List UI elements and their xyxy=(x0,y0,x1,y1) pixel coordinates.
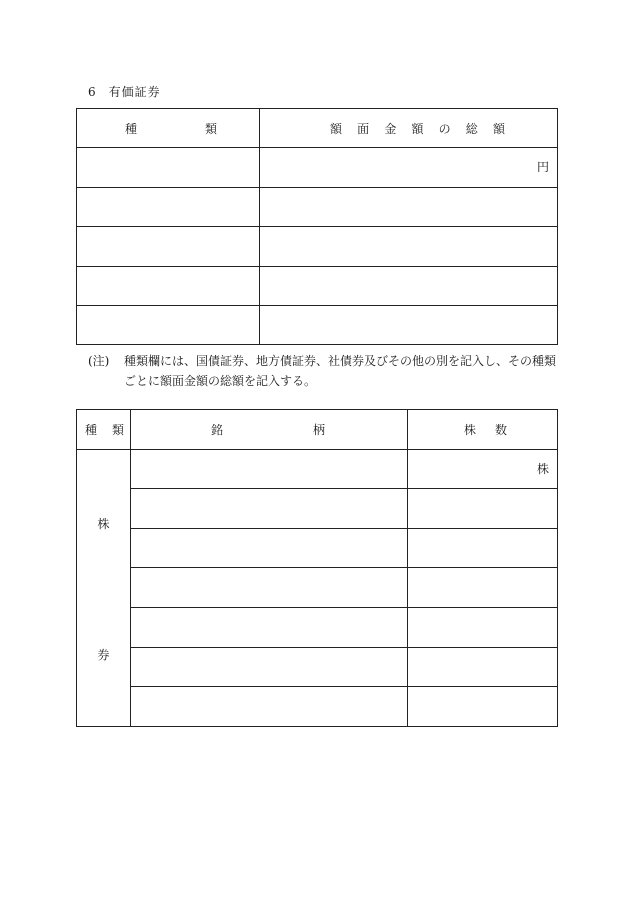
type-cell[interactable] xyxy=(77,187,260,226)
table-note xyxy=(88,351,558,391)
stock-type-label-bottom: 券 xyxy=(97,647,110,662)
amount-cell[interactable] xyxy=(260,227,558,266)
amount-cell[interactable] xyxy=(260,266,558,305)
shares-cell[interactable] xyxy=(408,568,558,608)
header-brand xyxy=(131,410,408,450)
header-char: 総 xyxy=(465,121,478,136)
type-cell[interactable] xyxy=(77,227,260,266)
header-char: 類 xyxy=(111,422,124,437)
header-char: 額 xyxy=(330,121,343,136)
brand-cell[interactable] xyxy=(131,528,408,568)
shares-cell[interactable] xyxy=(408,687,558,727)
section-number: 6 xyxy=(88,85,97,99)
table-row xyxy=(77,607,558,647)
shares-unit: 株 xyxy=(536,461,549,476)
securities-table xyxy=(76,108,558,345)
table-row xyxy=(77,305,558,344)
header-type xyxy=(77,109,260,148)
brand-cell[interactable] xyxy=(131,607,408,647)
amount-cell[interactable] xyxy=(260,148,558,187)
header-char: 額 xyxy=(492,121,505,136)
header-char: 種 xyxy=(125,121,138,136)
header-char: 数 xyxy=(494,422,507,437)
note-mark: (注) xyxy=(88,354,110,368)
stock-type-label-top: 株 xyxy=(97,516,110,531)
header-face-amount-total xyxy=(260,109,558,148)
shares-cell[interactable] xyxy=(408,489,558,529)
table-row xyxy=(77,687,558,727)
table-row xyxy=(77,528,558,568)
header-char: の xyxy=(438,121,451,136)
header-char: 銘 xyxy=(211,422,224,437)
table-row xyxy=(77,266,558,305)
brand-cell[interactable] xyxy=(131,647,408,687)
header-char: 株 xyxy=(464,422,477,437)
type-cell[interactable] xyxy=(77,305,260,344)
header-char: 種 xyxy=(85,422,98,437)
type-cell[interactable] xyxy=(77,148,260,187)
table-row xyxy=(77,187,558,226)
amount-cell[interactable] xyxy=(260,187,558,226)
table-row xyxy=(77,568,558,608)
section-heading: 有価証券 xyxy=(108,85,161,99)
brand-cell[interactable] xyxy=(131,489,408,529)
stock-type-cell xyxy=(77,449,131,726)
shares-cell[interactable] xyxy=(408,607,558,647)
table-header-row xyxy=(77,410,558,450)
table-row xyxy=(77,647,558,687)
table-row xyxy=(77,148,558,187)
header-char: 柄 xyxy=(312,422,325,437)
header-char: 面 xyxy=(357,121,370,136)
header-type xyxy=(77,410,131,450)
stocks-table xyxy=(76,409,558,727)
type-cell[interactable] xyxy=(77,266,260,305)
header-char: 額 xyxy=(411,121,424,136)
shares-cell[interactable] xyxy=(408,647,558,687)
header-share-count xyxy=(408,410,558,450)
yen-unit: 円 xyxy=(536,160,549,175)
table-row xyxy=(77,489,558,529)
amount-cell[interactable] xyxy=(260,305,558,344)
table-row xyxy=(77,227,558,266)
brand-cell[interactable] xyxy=(131,449,408,489)
note-line-1: 種類欄には、国債証券、地方債証券、社債券及びその他の別を記入し、その種類 xyxy=(124,354,557,368)
header-char: 金 xyxy=(384,121,397,136)
brand-cell[interactable] xyxy=(131,568,408,608)
brand-cell[interactable] xyxy=(131,687,408,727)
shares-cell[interactable] xyxy=(408,528,558,568)
shares-cell[interactable] xyxy=(408,449,558,489)
note-line-2: ごとに額面金額の総額を記入する。 xyxy=(124,374,317,388)
table-header-row xyxy=(77,109,558,148)
table-row xyxy=(77,449,558,489)
section-title xyxy=(88,83,161,100)
header-char: 類 xyxy=(204,121,217,136)
